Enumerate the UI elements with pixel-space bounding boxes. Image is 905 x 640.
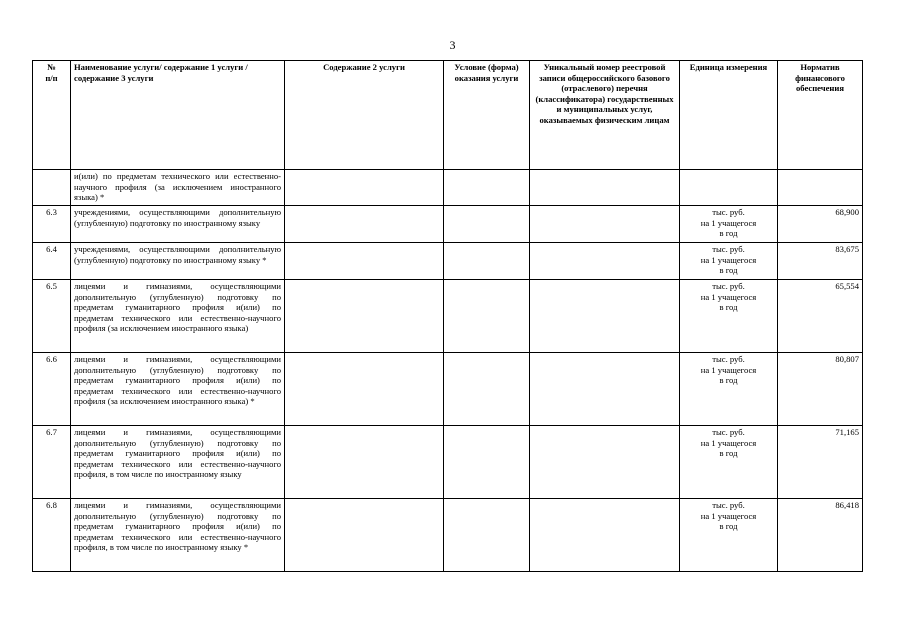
cell-service-name: учреждениями, осуществляющими дополнительную (углубленную) подготовку по иностранному языку * [71,243,285,280]
cell-unit [680,170,778,206]
cell-condition [444,243,530,280]
cell-condition [444,499,530,572]
cell-norm [778,170,863,206]
cell-registry-number [530,280,680,353]
cell-service-name: и(или) по предметам технического или естественно-научного профиля (за исключением иностранного языка) * [71,170,285,206]
cell-condition [444,426,530,499]
table-row [33,353,863,426]
cell-service-name: лицеями и гимназиями, осуществляющими дополнительную (углубленную) подготовку по предметам гуманитарного профиля и(или) по предметам технического или естественно-научного профиля (за исключением иностранного языка) [71,280,285,353]
financing-norms-table [32,60,863,572]
cell-num [33,170,71,206]
cell-unit: тыс. руб. на 1 учащегося в год [680,280,778,353]
cell-content-2 [285,426,444,499]
cell-num: 6.5 [33,280,71,353]
header-unit: Единица измерения [680,61,778,170]
cell-registry-number [530,243,680,280]
cell-norm: 71,165 [778,426,863,499]
cell-unit: тыс. руб. на 1 учащегося в год [680,499,778,572]
cell-condition [444,353,530,426]
table-row [33,280,863,353]
cell-num: 6.8 [33,499,71,572]
cell-registry-number [530,170,680,206]
cell-norm: 83,675 [778,243,863,280]
header-num: № п/п [33,61,71,170]
cell-norm: 80,807 [778,353,863,426]
header-condition: Условие (форма) оказания услуги [444,61,530,170]
cell-num: 6.7 [33,426,71,499]
cell-content-2 [285,353,444,426]
cell-condition [444,170,530,206]
cell-condition [444,280,530,353]
table-row [33,426,863,499]
cell-registry-number [530,426,680,499]
cell-content-2 [285,243,444,280]
cell-content-2 [285,499,444,572]
cell-content-2 [285,206,444,243]
header-row [33,61,863,170]
cell-content-2 [285,170,444,206]
cell-num: 6.6 [33,353,71,426]
cell-norm: 65,554 [778,280,863,353]
table-row-continuation [33,170,863,206]
header-registry-number: Уникальный номер реестровой записи общероссийского базового (отраслевого) перечня (классификатора) государственных и муниципальных услуг, оказываемых физическим лицам [530,61,680,170]
table-row [33,243,863,280]
cell-registry-number [530,206,680,243]
header-content-2: Содержание 2 услуги [285,61,444,170]
cell-norm: 86,418 [778,499,863,572]
header-norm: Норматив финансового обеспечения [778,61,863,170]
cell-registry-number [530,353,680,426]
cell-num: 6.4 [33,243,71,280]
table-row [33,499,863,572]
cell-service-name: лицеями и гимназиями, осуществляющими дополнительную (углубленную) подготовку по предметам гуманитарного профиля и(или) по предметам технического или естественно-научного профиля, в том числе по иностранному языку * [71,499,285,572]
cell-unit: тыс. руб. на 1 учащегося в год [680,426,778,499]
cell-content-2 [285,280,444,353]
page-number: 3 [449,38,456,52]
cell-norm: 68,900 [778,206,863,243]
cell-num: 6.3 [33,206,71,243]
cell-service-name: лицеями и гимназиями, осуществляющими дополнительную (углубленную) подготовку по предметам гуманитарного профиля и(или) по предметам технического или естественно-научного профиля (за исключением иностранного языка) * [71,353,285,426]
cell-service-name: лицеями и гимназиями, осуществляющими дополнительную (углубленную) подготовку по предметам гуманитарного профиля и(или) по предметам технического или естественно-научного профиля, в том числе по иностранному языку [71,426,285,499]
header-service-name: Наименование услуги/ содержание 1 услуги / содержание 3 услуги [71,61,285,170]
cell-unit: тыс. руб. на 1 учащегося в год [680,206,778,243]
cell-unit: тыс. руб. на 1 учащегося в год [680,353,778,426]
cell-unit: тыс. руб. на 1 учащегося в год [680,243,778,280]
table-row [33,206,863,243]
cell-condition [444,206,530,243]
cell-registry-number [530,499,680,572]
cell-service-name: учреждениями, осуществляющими дополнительную (углубленную) подготовку по иностранному языку [71,206,285,243]
